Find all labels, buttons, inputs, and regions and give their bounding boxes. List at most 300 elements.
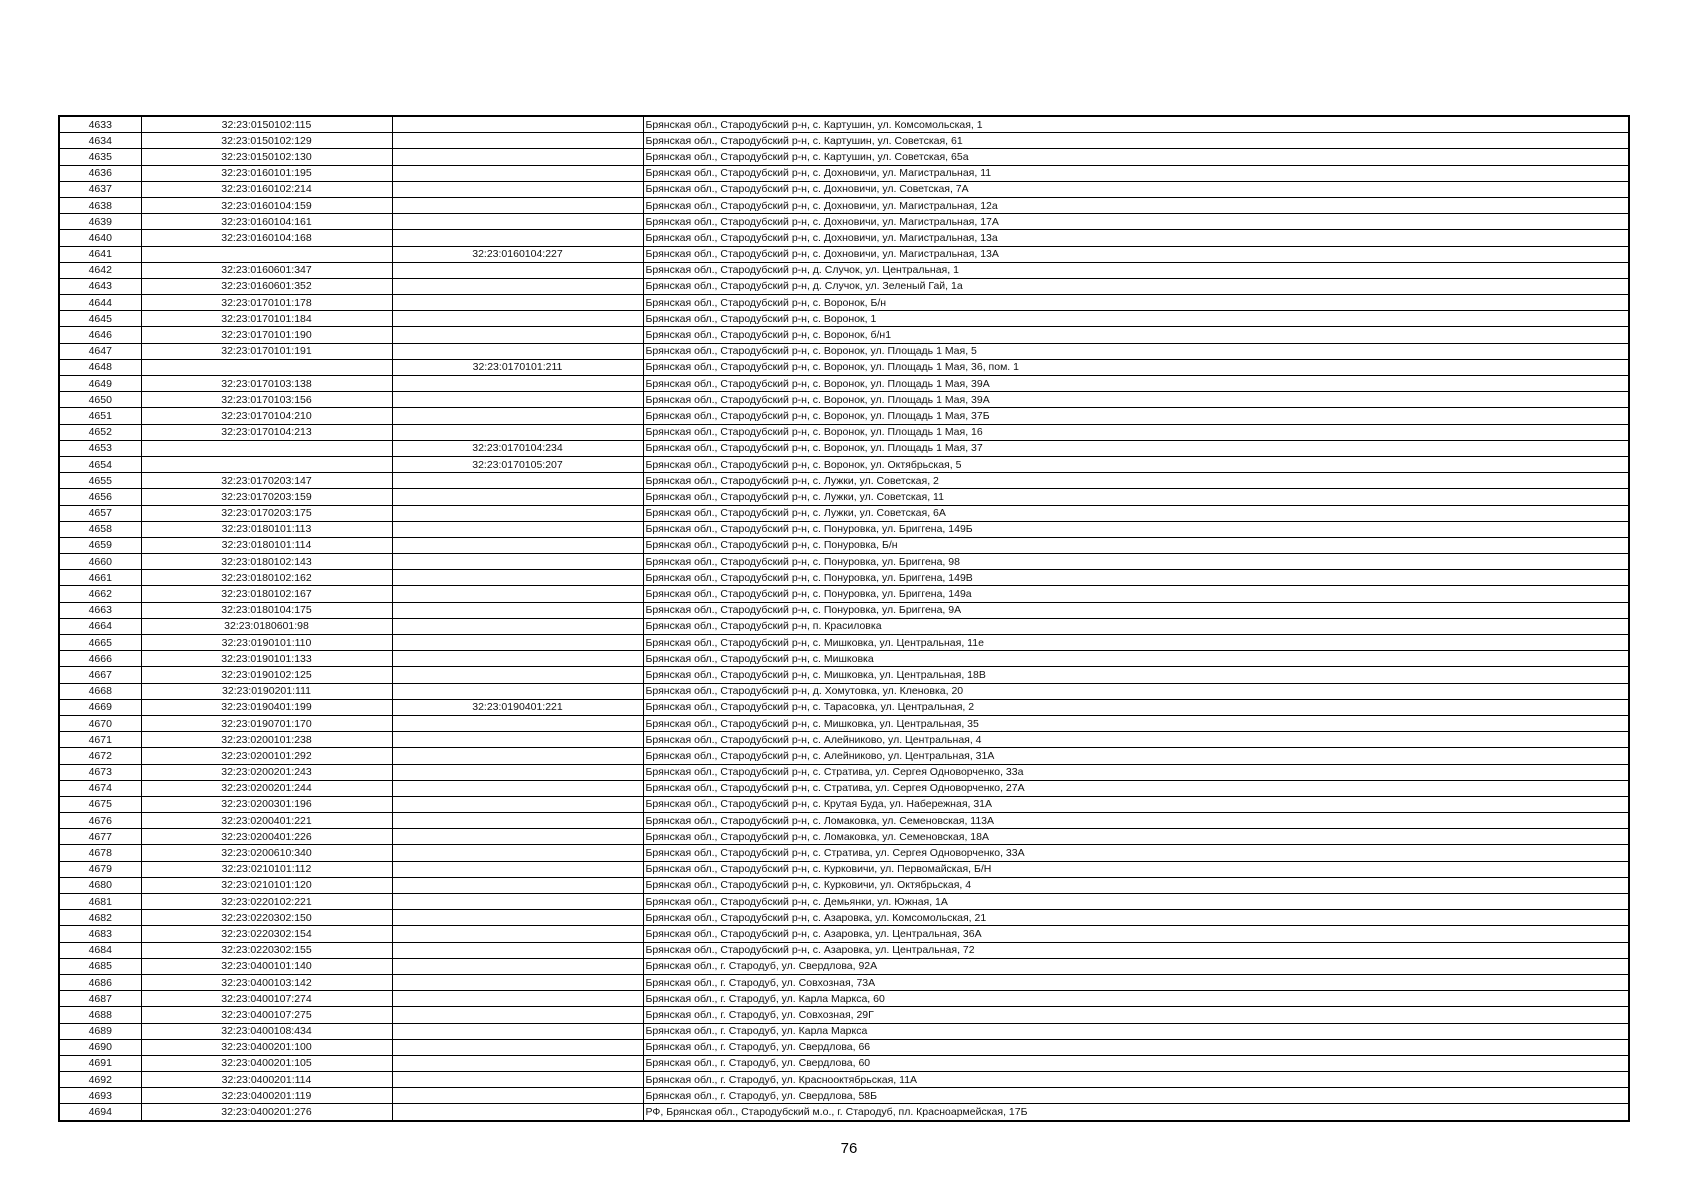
secondary-cadastral-number-cell [392,311,643,327]
table-row [59,877,1629,893]
cadastral-number-cell: 32:23:0180102:167 [141,586,392,602]
cadastral-number-cell: 32:23:0220102:221 [141,894,392,910]
address-cell: Брянская обл., г. Стародуб, ул. Свердлова, 66 [643,1039,1629,1055]
row-number-cell: 4642 [59,262,141,278]
row-number-cell: 4664 [59,618,141,634]
address-cell: Брянская обл., Стародубский р-н, с. Воронок, ул. Площадь 1 Мая, 16 [643,424,1629,440]
row-number-cell: 4669 [59,699,141,715]
row-number-cell: 4679 [59,861,141,877]
row-number-cell: 4692 [59,1072,141,1088]
secondary-cadastral-number-cell [392,554,643,570]
secondary-cadastral-number-cell [392,861,643,877]
address-cell: Брянская обл., Стародубский р-н, д. Хомутовка, ул. Кленовка, 20 [643,683,1629,699]
row-number-cell: 4645 [59,311,141,327]
cadastral-number-cell: 32:23:0180101:114 [141,537,392,553]
table-row [59,295,1629,311]
address-cell: Брянская обл., Стародубский р-н, с. Стратива, ул. Сергея Одноворченко, 33а [643,764,1629,780]
row-number-cell: 4676 [59,813,141,829]
table-row [59,635,1629,651]
address-cell: Брянская обл., Стародубский р-н, с. Воронок, ул. Площадь 1 Мая, 36, пом. 1 [643,359,1629,375]
table-row [59,197,1629,213]
row-number-cell: 4657 [59,505,141,521]
row-number-cell: 4648 [59,359,141,375]
cadastral-number-cell [141,359,392,375]
row-number-cell: 4635 [59,149,141,165]
secondary-cadastral-number-cell [392,262,643,278]
row-number-cell: 4693 [59,1088,141,1104]
table-row [59,181,1629,197]
table-row [59,894,1629,910]
secondary-cadastral-number-cell [392,829,643,845]
row-number-cell: 4680 [59,877,141,893]
secondary-cadastral-number-cell [392,991,643,1007]
table-row [59,602,1629,618]
cadastral-number-cell: 32:23:0170203:147 [141,473,392,489]
cadastral-number-cell: 32:23:0200401:221 [141,813,392,829]
address-cell: Брянская обл., Стародубский р-н, п. Красиловка [643,618,1629,634]
row-number-cell: 4646 [59,327,141,343]
address-cell: Брянская обл., Стародубский р-н, с. Лужки, ул. Советская, 2 [643,473,1629,489]
address-cell: Брянская обл., Стародубский р-н, с. Крутая Буда, ул. Набережная, 31А [643,796,1629,812]
table-row [59,958,1629,974]
address-cell: Брянская обл., г. Стародуб, ул. Свердлова, 60 [643,1055,1629,1071]
secondary-cadastral-number-cell [392,958,643,974]
secondary-cadastral-number-cell [392,1104,643,1121]
secondary-cadastral-number-cell [392,473,643,489]
cadastral-number-cell: 32:23:0170101:178 [141,295,392,311]
cadastral-number-cell: 32:23:0170101:184 [141,311,392,327]
table-row [59,699,1629,715]
row-number-cell: 4682 [59,910,141,926]
address-cell: Брянская обл., Стародубский р-н, с. Мишковка, ул. Центральная, 18В [643,667,1629,683]
row-number-cell: 4647 [59,343,141,359]
row-number-cell: 4658 [59,521,141,537]
secondary-cadastral-number-cell [392,181,643,197]
secondary-cadastral-number-cell [392,877,643,893]
row-number-cell: 4656 [59,489,141,505]
table-row [59,343,1629,359]
row-number-cell: 4639 [59,214,141,230]
address-cell: Брянская обл., г. Стародуб, ул. Совхозная, 29Г [643,1007,1629,1023]
table-row [59,521,1629,537]
address-cell: Брянская обл., Стародубский р-н, с. Ломаковка, ул. Семеновская, 113А [643,813,1629,829]
cadastral-number-cell: 32:23:0220302:155 [141,942,392,958]
cadastral-number-cell: 32:23:0170104:210 [141,408,392,424]
address-cell: Брянская обл., Стародубский р-н, с. Дохновичи, ул. Магистральная, 17А [643,214,1629,230]
table-row [59,829,1629,845]
table-row [59,910,1629,926]
cadastral-number-cell: 32:23:0170103:138 [141,376,392,392]
cadastral-number-cell: 32:23:0200101:292 [141,748,392,764]
row-number-cell: 4673 [59,764,141,780]
cadastral-number-cell: 32:23:0190201:111 [141,683,392,699]
table-row [59,473,1629,489]
cadastral-number-cell: 32:23:0220302:154 [141,926,392,942]
cadastral-number-cell: 32:23:0180601:98 [141,618,392,634]
cadastral-number-cell: 32:23:0190401:199 [141,699,392,715]
address-cell: Брянская обл., Стародубский р-н, с. Воронок, ул. Площадь 1 Мая, 39А [643,392,1629,408]
address-cell: Брянская обл., г. Стародуб, ул. Краснооктябрьская, 11А [643,1072,1629,1088]
secondary-cadastral-number-cell [392,813,643,829]
row-number-cell: 4675 [59,796,141,812]
table-row [59,715,1629,731]
row-number-cell: 4678 [59,845,141,861]
cadastral-number-cell [141,456,392,472]
address-cell: Брянская обл., Стародубский р-н, с. Мишковка, ул. Центральная, 35 [643,715,1629,731]
address-cell: Брянская обл., Стародубский р-н, с. Стратива, ул. Сергея Одноворченко, 27А [643,780,1629,796]
row-number-cell: 4659 [59,537,141,553]
row-number-cell: 4689 [59,1023,141,1039]
cadastral-number-cell [141,246,392,262]
cadastral-number-cell: 32:23:0170203:159 [141,489,392,505]
row-number-cell: 4668 [59,683,141,699]
row-number-cell: 4654 [59,456,141,472]
secondary-cadastral-number-cell [392,618,643,634]
secondary-cadastral-number-cell [392,586,643,602]
table-row [59,246,1629,262]
table-row [59,618,1629,634]
row-number-cell: 4686 [59,974,141,990]
address-cell: Брянская обл., Стародубский р-н, с. Лужки, ул. Советская, 11 [643,489,1629,505]
cadastral-number-cell: 32:23:0200201:243 [141,764,392,780]
secondary-cadastral-number-cell [392,942,643,958]
secondary-cadastral-number-cell [392,667,643,683]
secondary-cadastral-number-cell [392,748,643,764]
secondary-cadastral-number-cell: 32:23:0170104:234 [392,440,643,456]
secondary-cadastral-number-cell [392,505,643,521]
secondary-cadastral-number-cell [392,376,643,392]
secondary-cadastral-number-cell [392,683,643,699]
cadastral-number-cell: 32:23:0190101:133 [141,651,392,667]
row-number-cell: 4653 [59,440,141,456]
cadastral-number-cell: 32:23:0400101:140 [141,958,392,974]
secondary-cadastral-number-cell [392,1055,643,1071]
row-number-cell: 4650 [59,392,141,408]
cadastral-number-cell: 32:23:0160104:161 [141,214,392,230]
address-cell: Брянская обл., Стародубский р-н, с. Понуровка, ул. Бриггена, 149Б [643,521,1629,537]
address-cell: Брянская обл., Стародубский р-н, с. Воронок, ул. Площадь 1 Мая, 39А [643,376,1629,392]
row-number-cell: 4684 [59,942,141,958]
table-row [59,165,1629,181]
row-number-cell: 4634 [59,133,141,149]
address-cell: Брянская обл., г. Стародуб, ул. Совхозная, 73А [643,974,1629,990]
secondary-cadastral-number-cell: 32:23:0190401:221 [392,699,643,715]
table-row [59,732,1629,748]
cadastral-number-cell: 32:23:0160102:214 [141,181,392,197]
table-row [59,440,1629,456]
row-number-cell: 4674 [59,780,141,796]
row-number-cell: 4633 [59,116,141,133]
table-row [59,1088,1629,1104]
cadastral-number-cell: 32:23:0160104:168 [141,230,392,246]
secondary-cadastral-number-cell [392,635,643,651]
cadastral-number-cell: 32:23:0180101:113 [141,521,392,537]
cadastral-number-cell: 32:23:0210101:112 [141,861,392,877]
cadastral-number-cell: 32:23:0400201:276 [141,1104,392,1121]
table-row [59,456,1629,472]
table-row [59,278,1629,294]
table-row [59,861,1629,877]
table-row [59,1072,1629,1088]
secondary-cadastral-number-cell [392,715,643,731]
table-row [59,780,1629,796]
table-row [59,537,1629,553]
table-row [59,683,1629,699]
address-cell: Брянская обл., Стародубский р-н, с. Тарасовка, ул. Центральная, 2 [643,699,1629,715]
table-row [59,764,1629,780]
row-number-cell: 4637 [59,181,141,197]
secondary-cadastral-number-cell [392,230,643,246]
address-cell: Брянская обл., Стародубский р-н, с. Мишковка, ул. Центральная, 11е [643,635,1629,651]
secondary-cadastral-number-cell [392,732,643,748]
cadastral-number-cell: 32:23:0160104:159 [141,197,392,213]
secondary-cadastral-number-cell [392,926,643,942]
cadastral-number-cell: 32:23:0400107:275 [141,1007,392,1023]
table-row [59,1104,1629,1121]
table-row [59,554,1629,570]
address-cell: Брянская обл., Стародубский р-н, с. Азаровка, ул. Комсомольская, 21 [643,910,1629,926]
cadastral-number-cell: 32:23:0160601:347 [141,262,392,278]
secondary-cadastral-number-cell [392,602,643,618]
address-cell: Брянская обл., Стародубский р-н, с. Воронок, ул. Площадь 1 Мая, 37Б [643,408,1629,424]
secondary-cadastral-number-cell [392,116,643,133]
register-table [58,115,1630,1122]
row-number-cell: 4671 [59,732,141,748]
secondary-cadastral-number-cell [392,651,643,667]
secondary-cadastral-number-cell: 32:23:0160104:227 [392,246,643,262]
secondary-cadastral-number-cell: 32:23:0170105:207 [392,456,643,472]
address-cell: Брянская обл., г. Стародуб, ул. Карла Маркса [643,1023,1629,1039]
address-cell: Брянская обл., Стародубский р-н, с. Воронок, ул. Площадь 1 Мая, 37 [643,440,1629,456]
secondary-cadastral-number-cell [392,408,643,424]
secondary-cadastral-number-cell [392,278,643,294]
secondary-cadastral-number-cell [392,894,643,910]
row-number-cell: 4663 [59,602,141,618]
table-row [59,748,1629,764]
table-row [59,942,1629,958]
address-cell: Брянская обл., Стародубский р-н, с. Воронок, ул. Площадь 1 Мая, 5 [643,343,1629,359]
address-cell: Брянская обл., г. Стародуб, ул. Карла Маркса, 60 [643,991,1629,1007]
address-cell: Брянская обл., г. Стародуб, ул. Свердлова, 92А [643,958,1629,974]
row-number-cell: 4670 [59,715,141,731]
address-cell: Брянская обл., Стародубский р-н, с. Понуровка, ул. Бриггена, 149В [643,570,1629,586]
secondary-cadastral-number-cell [392,197,643,213]
address-cell: Брянская обл., Стародубский р-н, с. Азаровка, ул. Центральная, 36А [643,926,1629,942]
row-number-cell: 4660 [59,554,141,570]
address-cell: Брянская обл., Стародубский р-н, с. Воронок, Б/н [643,295,1629,311]
table-row [59,651,1629,667]
cadastral-number-cell: 32:23:0400201:105 [141,1055,392,1071]
secondary-cadastral-number-cell [392,1039,643,1055]
row-number-cell: 4683 [59,926,141,942]
cadastral-number-cell: 32:23:0170103:156 [141,392,392,408]
address-cell: Брянская обл., Стародубский р-н, с. Картушин, ул. Советская, 65а [643,149,1629,165]
secondary-cadastral-number-cell [392,796,643,812]
address-cell: Брянская обл., Стародубский р-н, с. Азаровка, ул. Центральная, 72 [643,942,1629,958]
row-number-cell: 4649 [59,376,141,392]
row-number-cell: 4643 [59,278,141,294]
address-cell: Брянская обл., Стародубский р-н, с. Демьянки, ул. Южная, 1А [643,894,1629,910]
row-number-cell: 4638 [59,197,141,213]
table-row [59,489,1629,505]
address-cell: Брянская обл., Стародубский р-н, с. Стратива, ул. Сергея Одноворченко, 33А [643,845,1629,861]
row-number-cell: 4677 [59,829,141,845]
table-row [59,408,1629,424]
secondary-cadastral-number-cell [392,327,643,343]
address-cell: Брянская обл., Стародубский р-н, с. Дохновичи, ул. Магистральная, 12а [643,197,1629,213]
row-number-cell: 4691 [59,1055,141,1071]
table-row [59,392,1629,408]
cadastral-number-cell: 32:23:0400201:114 [141,1072,392,1088]
secondary-cadastral-number-cell [392,537,643,553]
cadastral-number-cell: 32:23:0400103:142 [141,974,392,990]
row-number-cell: 4640 [59,230,141,246]
secondary-cadastral-number-cell [392,845,643,861]
address-cell: Брянская обл., Стародубский р-н, с. Понуровка, ул. Бриггена, 98 [643,554,1629,570]
table-row [59,667,1629,683]
row-number-cell: 4644 [59,295,141,311]
address-cell: Брянская обл., Стародубский р-н, с. Воронок, б/н1 [643,327,1629,343]
secondary-cadastral-number-cell [392,165,643,181]
address-cell: Брянская обл., Стародубский р-н, с. Понуровка, ул. Бриггена, 9А [643,602,1629,618]
address-cell: Брянская обл., Стародубский р-н, с. Дохновичи, ул. Магистральная, 13а [643,230,1629,246]
cadastral-number-cell: 32:23:0200610:340 [141,845,392,861]
secondary-cadastral-number-cell [392,424,643,440]
address-cell: Брянская обл., Стародубский р-н, с. Дохновичи, ул. Магистральная, 11 [643,165,1629,181]
row-number-cell: 4641 [59,246,141,262]
row-number-cell: 4652 [59,424,141,440]
row-number-cell: 4662 [59,586,141,602]
row-number-cell: 4667 [59,667,141,683]
cadastral-number-cell: 32:23:0200401:226 [141,829,392,845]
address-cell: Брянская обл., Стародубский р-н, с. Картушин, ул. Комсомольская, 1 [643,116,1629,133]
row-number-cell: 4690 [59,1039,141,1055]
table-row [59,424,1629,440]
row-number-cell: 4694 [59,1104,141,1121]
cadastral-number-cell: 32:23:0190101:110 [141,635,392,651]
table-row [59,974,1629,990]
table-row [59,376,1629,392]
address-cell: Брянская обл., Стародубский р-н, с. Ломаковка, ул. Семеновская, 18А [643,829,1629,845]
secondary-cadastral-number-cell [392,149,643,165]
table-row [59,991,1629,1007]
table-row [59,311,1629,327]
table-row [59,327,1629,343]
address-cell: Брянская обл., Стародубский р-н, с. Курковичи, ул. Первомайская, Б/Н [643,861,1629,877]
row-number-cell: 4661 [59,570,141,586]
table-row [59,845,1629,861]
table-row [59,1039,1629,1055]
cadastral-number-cell: 32:23:0190102:125 [141,667,392,683]
cadastral-number-cell: 32:23:0180102:143 [141,554,392,570]
row-number-cell: 4685 [59,958,141,974]
row-number-cell: 4672 [59,748,141,764]
table-row [59,1007,1629,1023]
secondary-cadastral-number-cell [392,1023,643,1039]
row-number-cell: 4688 [59,1007,141,1023]
secondary-cadastral-number-cell [392,780,643,796]
cadastral-number-cell: 32:23:0170101:190 [141,327,392,343]
row-number-cell: 4681 [59,894,141,910]
address-cell: Брянская обл., Стародубский р-н, с. Алейниково, ул. Центральная, 31А [643,748,1629,764]
secondary-cadastral-number-cell [392,521,643,537]
cadastral-number-cell: 32:23:0400201:119 [141,1088,392,1104]
table-row [59,926,1629,942]
cadastral-number-cell: 32:23:0160101:195 [141,165,392,181]
cadastral-number-cell: 32:23:0200201:244 [141,780,392,796]
secondary-cadastral-number-cell [392,133,643,149]
cadastral-number-cell: 32:23:0200101:238 [141,732,392,748]
address-cell: Брянская обл., Стародубский р-н, с. Картушин, ул. Советская, 61 [643,133,1629,149]
table-row [59,796,1629,812]
address-cell: Брянская обл., Стародубский р-н, с. Лужки, ул. Советская, 6А [643,505,1629,521]
secondary-cadastral-number-cell [392,910,643,926]
table-row [59,149,1629,165]
address-cell: Брянская обл., Стародубский р-н, с. Алейниково, ул. Центральная, 4 [643,732,1629,748]
secondary-cadastral-number-cell [392,570,643,586]
cadastral-number-cell: 32:23:0400201:100 [141,1039,392,1055]
table-row [59,359,1629,375]
page-number: 76 [840,1140,858,1157]
table-row [59,133,1629,149]
table-row [59,1055,1629,1071]
table-row [59,813,1629,829]
secondary-cadastral-number-cell [392,489,643,505]
secondary-cadastral-number-cell [392,974,643,990]
row-number-cell: 4665 [59,635,141,651]
secondary-cadastral-number-cell [392,1088,643,1104]
cadastral-number-cell: 32:23:0160601:352 [141,278,392,294]
secondary-cadastral-number-cell [392,392,643,408]
cadastral-number-cell: 32:23:0400108:434 [141,1023,392,1039]
cadastral-number-cell: 32:23:0170203:175 [141,505,392,521]
cadastral-number-cell: 32:23:0170104:213 [141,424,392,440]
address-cell: Брянская обл., Стародубский р-н, с. Понуровка, Б/н [643,537,1629,553]
cadastral-number-cell: 32:23:0210101:120 [141,877,392,893]
secondary-cadastral-number-cell [392,1007,643,1023]
cadastral-number-cell: 32:23:0220302:150 [141,910,392,926]
row-number-cell: 4655 [59,473,141,489]
secondary-cadastral-number-cell [392,343,643,359]
cadastral-number-cell: 32:23:0150102:115 [141,116,392,133]
table-row [59,505,1629,521]
table-row [59,116,1629,133]
row-number-cell: 4636 [59,165,141,181]
cadastral-number-cell: 32:23:0180102:162 [141,570,392,586]
register-table-body [59,116,1629,1121]
address-cell: Брянская обл., Стародубский р-н, д. Случок, ул. Центральная, 1 [643,262,1629,278]
cadastral-number-cell: 32:23:0190701:170 [141,715,392,731]
table-row [59,570,1629,586]
cadastral-number-cell: 32:23:0170101:191 [141,343,392,359]
secondary-cadastral-number-cell [392,295,643,311]
cadastral-number-cell: 32:23:0150102:130 [141,149,392,165]
cadastral-number-cell: 32:23:0200301:196 [141,796,392,812]
table-row [59,1023,1629,1039]
address-cell: Брянская обл., Стародубский р-н, с. Дохновичи, ул. Магистральная, 13А [643,246,1629,262]
row-number-cell: 4666 [59,651,141,667]
table-row [59,586,1629,602]
cadastral-number-cell: 32:23:0180104:175 [141,602,392,618]
address-cell: Брянская обл., г. Стародуб, ул. Свердлова, 58Б [643,1088,1629,1104]
row-number-cell: 4687 [59,991,141,1007]
secondary-cadastral-number-cell [392,764,643,780]
address-cell: Брянская обл., Стародубский р-н, с. Курковичи, ул. Октябрьская, 4 [643,877,1629,893]
cadastral-number-cell: 32:23:0400107:274 [141,991,392,1007]
cadastral-number-cell: 32:23:0150102:129 [141,133,392,149]
address-cell: Брянская обл., Стародубский р-н, с. Мишковка [643,651,1629,667]
table-row [59,230,1629,246]
